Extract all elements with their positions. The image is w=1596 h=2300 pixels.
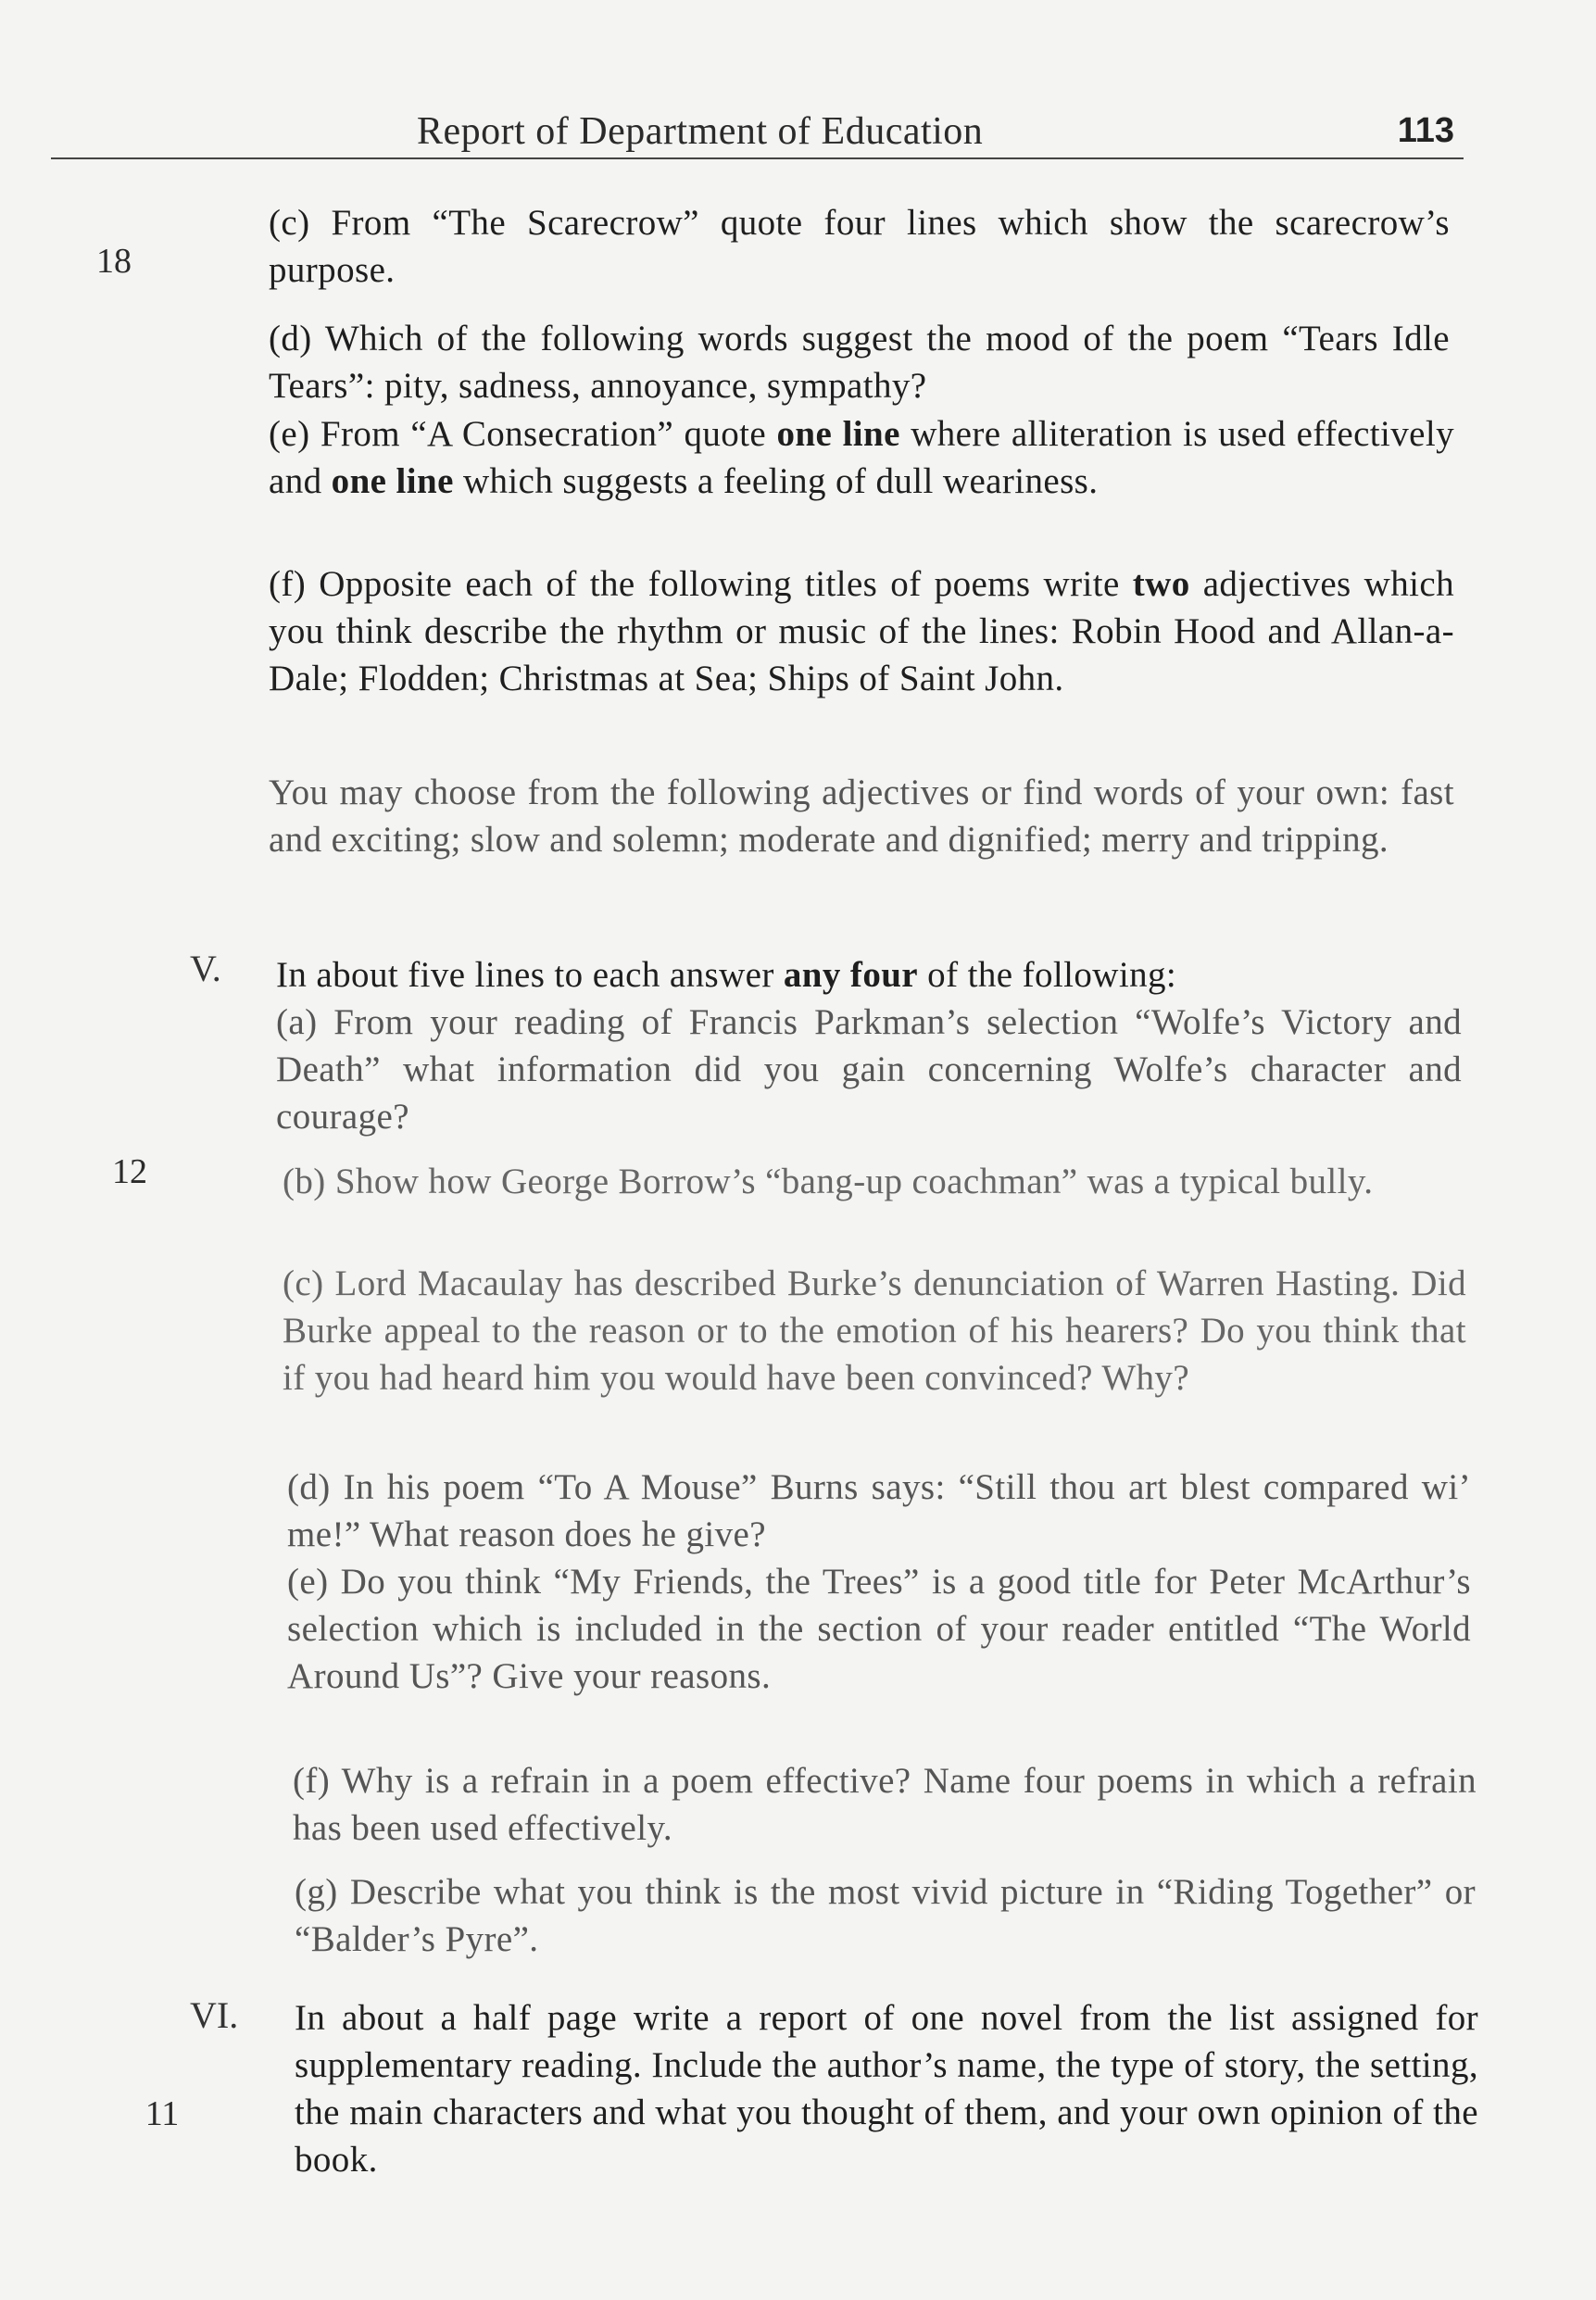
- question-5c: (c) Lord Macaulay has described Burke’s denunciation of Warren Hasting. Did Burke appeal to the reason or to the emotion of his hearers? Do you think that if you had heard him you would have been convinced? Why?: [283, 1263, 1466, 1398]
- question-5-intro-text-1: In about five lines to each answer: [276, 955, 784, 995]
- header-title: Report of Department of Education: [417, 110, 984, 153]
- question-5a: (a) From your reading of Francis Parkman’s selection “Wolfe’s Victory and Death” what information did you gain concerning Wolfe’s character and courage?: [276, 1002, 1462, 1137]
- question-5-intro-text-2: of the following:: [918, 955, 1177, 995]
- question-5e: (e) Do you think “My Friends, the Trees” is a good title for Peter McArthur’s selection which is included in the section of your reader entitled “The World Around Us”? Give your reasons.: [287, 1562, 1471, 1696]
- question-4f-text-1: (f) Opposite each of the following titles of poems write: [269, 564, 1133, 604]
- question-5f: (f) Why is a refrain in a poem effective? Name four poems in which a refrain has been used effectively.: [293, 1761, 1477, 1848]
- question-4e-text-1: (e) From “A Consecration” quote: [269, 414, 777, 454]
- question-4e-text-3: which suggests a feeling of dull weariness.: [453, 461, 1099, 501]
- question-6-numeral: VI.: [190, 1994, 239, 2036]
- question-5d: (d) In his poem “To A Mouse” Burns says: “Still thou art blest compared wi’ me!” What reason does he give?: [287, 1467, 1471, 1554]
- marks-q5: 12: [112, 1152, 147, 1191]
- question-5-intro-emphasis: any four: [783, 955, 919, 995]
- question-5-intro: [276, 951, 1460, 999]
- question-6-text: In about a half page write a report of one novel from the list assigned for supplementary reading. Include the author’s name, the type of story, the setting, the main characters and what you thought of them, and your own opinion of the book.: [295, 1998, 1478, 2180]
- question-5-numeral: V.: [190, 948, 221, 989]
- question-4f: [269, 560, 1454, 702]
- marks-q6: 11: [145, 2094, 180, 2133]
- question-4f-text-2: adjectives which you think describe the rhythm or music of the lines: Robin Hood and Allan-a-Dale; Flodden; Christmas at Sea; Ships of Saint John.: [269, 564, 1454, 698]
- question-4c: (c) From “The Scarecrow” quote four lines which show the scarecrow’s purpose.: [269, 203, 1450, 290]
- question-5b: (b) Show how George Borrow’s “bang-up coachman” was a typical bully.: [283, 1162, 1374, 1201]
- question-4f-emphasis: two: [1132, 564, 1190, 604]
- question-4e-emphasis-2: one line: [331, 461, 454, 501]
- page-number: 113: [1397, 111, 1454, 150]
- question-4e-emphasis-1: one line: [776, 414, 900, 454]
- page-header: [51, 102, 1464, 159]
- question-4-note: You may choose from the following adjectives or find words of your own: fast and exciting; slow and solemn; moderate and dignified; merry and tripping.: [269, 773, 1454, 860]
- question-4e-text-2: where alliteration is used effectively and: [269, 414, 1454, 501]
- question-4d: (d) Which of the following words suggest the mood of the poem “Tears Idle Tears”: pity, sadness, annoyance, sympathy?: [269, 319, 1450, 406]
- question-5g: (g) Describe what you think is the most vivid picture in “Riding Together” or “Balder’s Pyre”.: [295, 1872, 1476, 1959]
- marks-q4: 18: [96, 242, 132, 281]
- question-4e: [269, 410, 1454, 505]
